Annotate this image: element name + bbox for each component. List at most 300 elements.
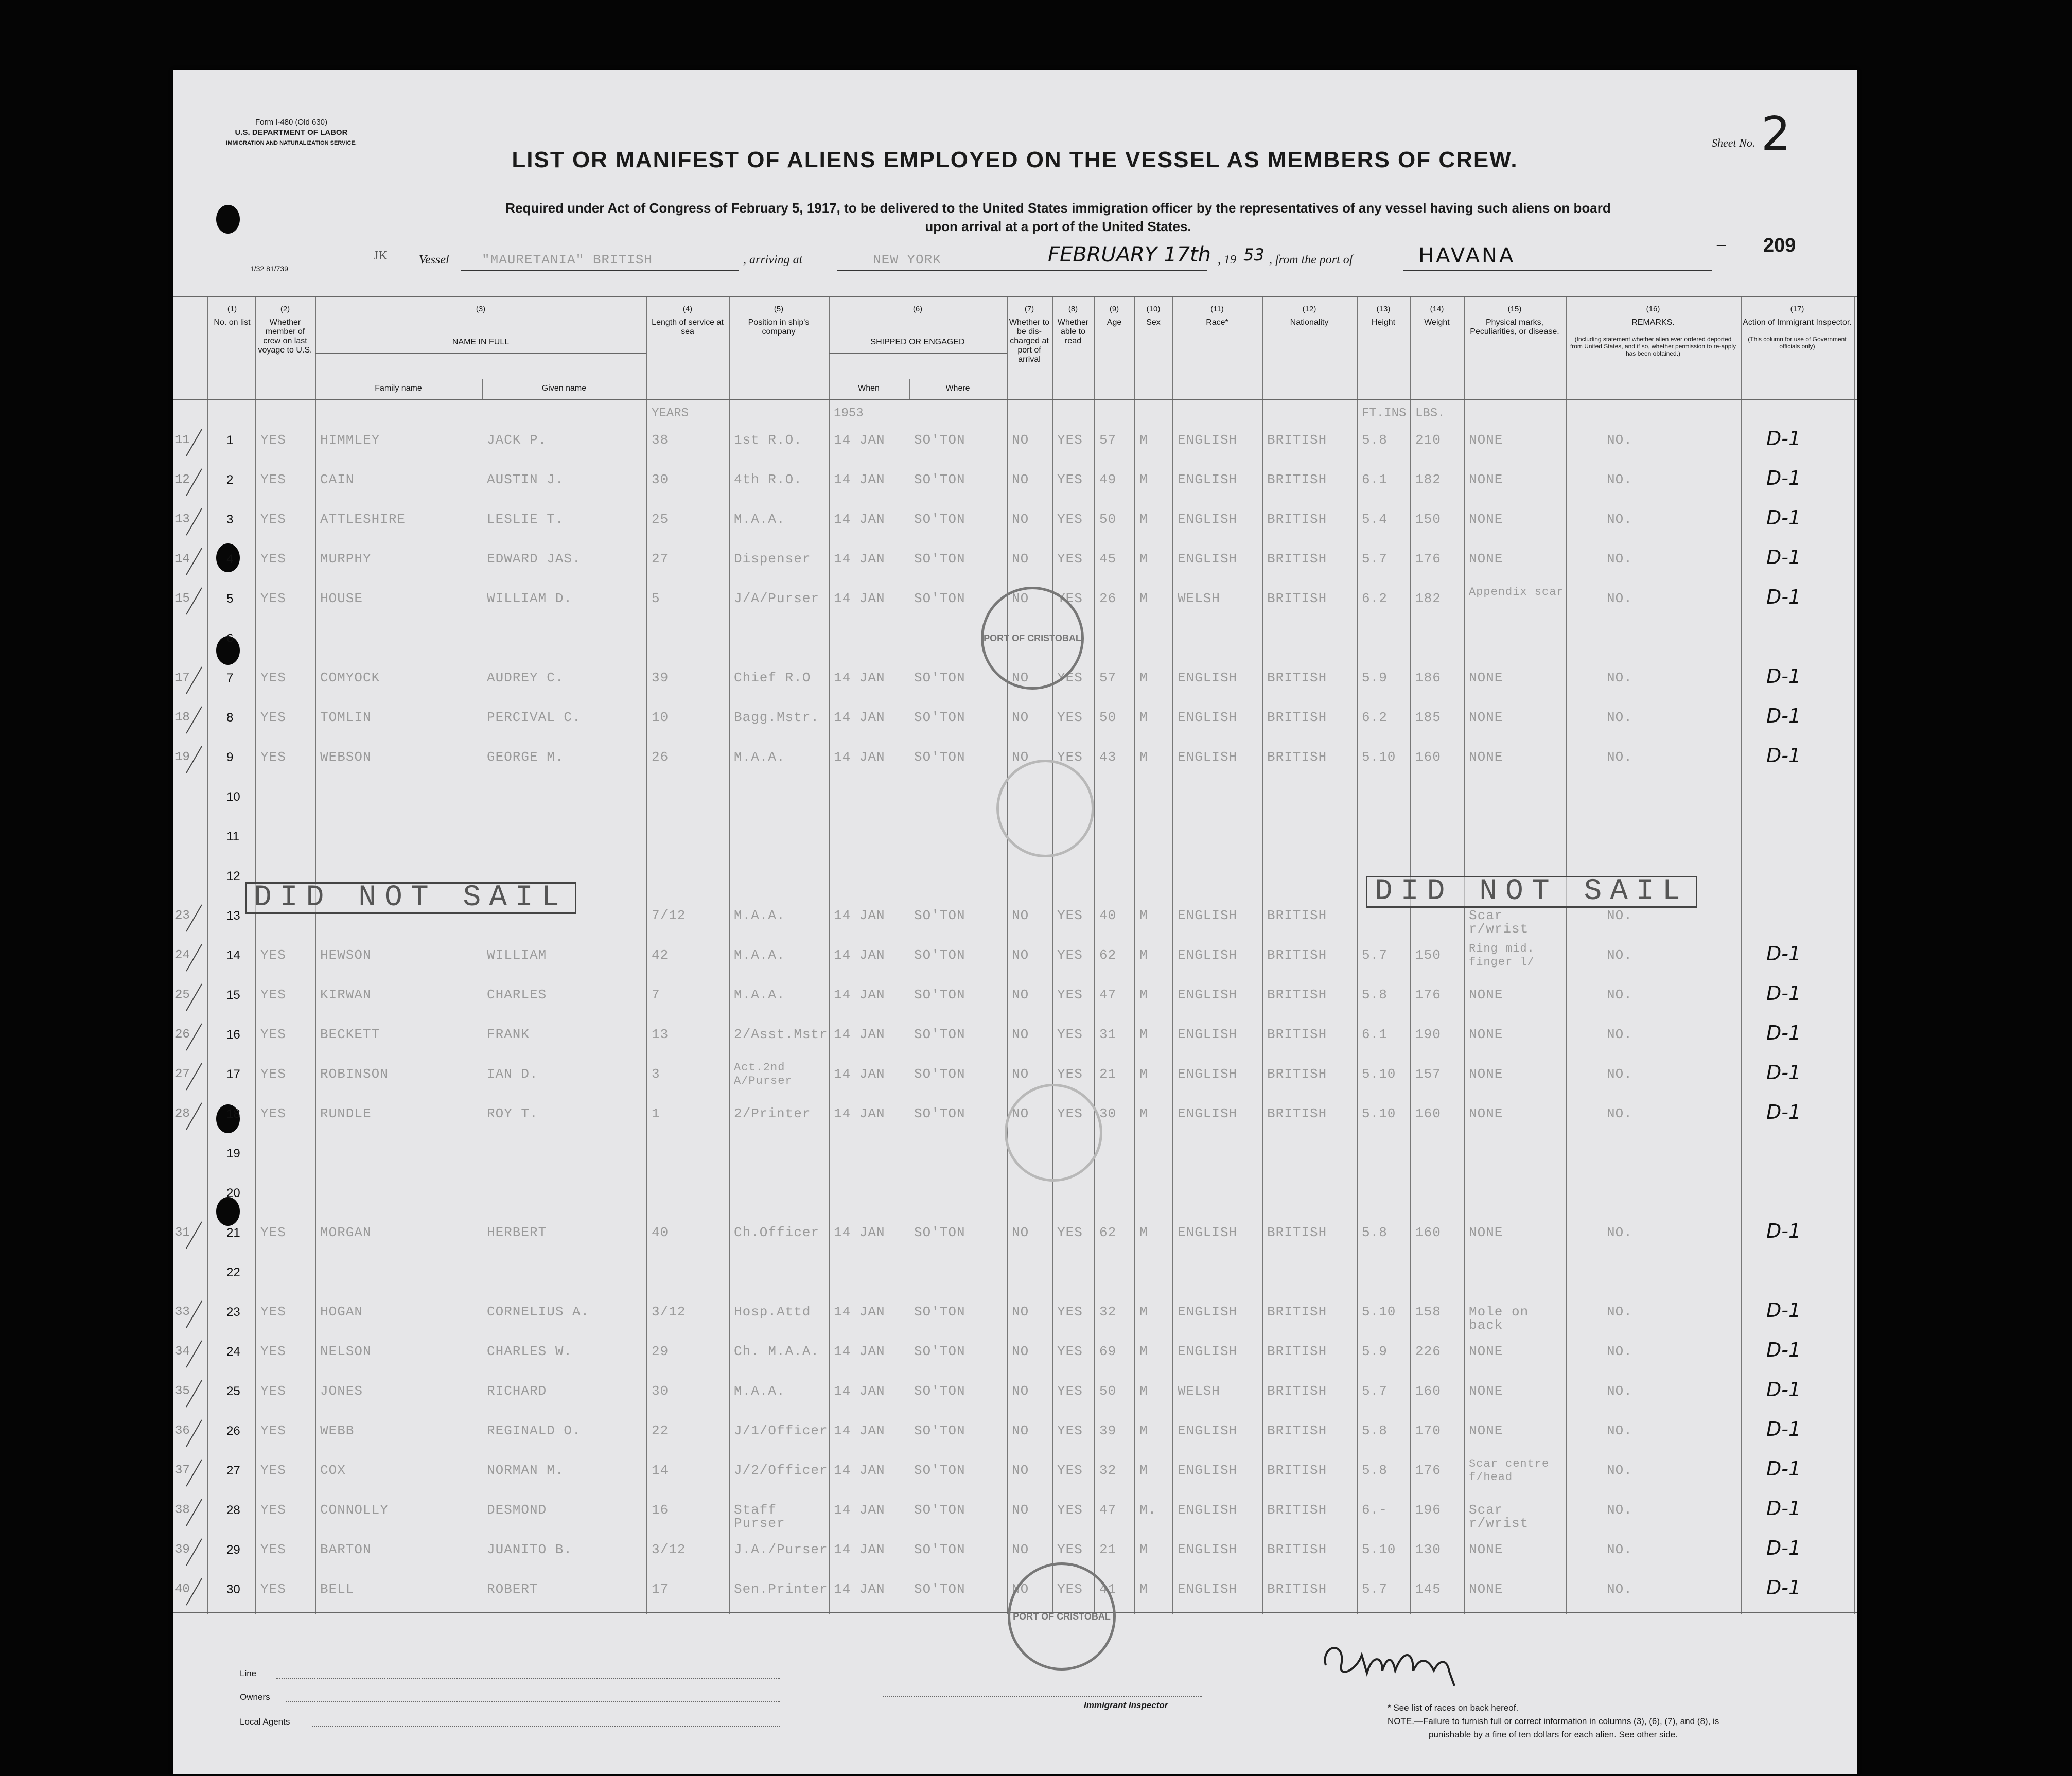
cell-service: 40	[652, 1225, 669, 1240]
cell-race: ENGLISH	[1178, 1344, 1238, 1359]
cell-marks: Scar r/wrist	[1469, 1502, 1529, 1531]
cell-when: 14 JAN	[834, 987, 885, 1003]
cell-age: 45	[1099, 551, 1117, 567]
cell-crew: YES	[260, 947, 286, 963]
cell-crew: YES	[260, 1066, 286, 1082]
cell-family: ATTLESHIRE	[320, 512, 406, 527]
cell-position: Bagg.Mstr.	[734, 710, 820, 725]
cell-weight: 176	[1415, 1463, 1441, 1478]
cell-family: WEBSON	[320, 749, 372, 765]
document-title: LIST OR MANIFEST OF ALIENS EMPLOYED ON THE VESSEL AS MEMBERS OF CREW.	[512, 147, 1518, 172]
cell-marks: NONE	[1469, 1027, 1503, 1042]
cell-age: 47	[1099, 987, 1117, 1003]
cell-family: MORGAN	[320, 1225, 372, 1240]
cell-family: MURPHY	[320, 551, 372, 567]
cell-where: SO'TON	[914, 1423, 965, 1438]
cell-crew: YES	[260, 472, 286, 487]
cell-weight: 190	[1415, 1027, 1441, 1042]
cell-weight: 158	[1415, 1304, 1441, 1320]
cell-sex: M	[1139, 551, 1148, 567]
cell-when: 14 JAN	[834, 670, 885, 685]
cell-family: COX	[320, 1463, 346, 1478]
row-number: 14	[226, 948, 240, 962]
manifest-sheet	[173, 70, 1857, 1774]
margin-number: 19	[175, 750, 190, 764]
cell-given: AUDREY C.	[487, 670, 564, 685]
cell-marks: Appendix scar	[1469, 586, 1564, 599]
cell-race: ENGLISH	[1178, 749, 1238, 765]
cell-where: SO'TON	[914, 1225, 965, 1240]
cell-nationality: BRITISH	[1267, 1383, 1327, 1399]
row-number: 13	[226, 909, 240, 923]
cell-weight: 145	[1415, 1581, 1441, 1597]
unit-label: FT.INS	[1362, 407, 1407, 420]
cell-race: ENGLISH	[1178, 472, 1238, 487]
cell-age: 21	[1099, 1066, 1117, 1082]
cell-when: 14 JAN	[834, 1027, 885, 1042]
cell-weight: 130	[1415, 1542, 1441, 1557]
row-number: 21	[226, 1226, 240, 1240]
cell-when: 14 JAN	[834, 908, 885, 923]
inspector-action: D-1	[1766, 744, 1801, 767]
cell-position: Act.2nd A/Purser	[734, 1061, 793, 1087]
cell-marks: NONE	[1469, 1225, 1503, 1240]
port-seal-stamp	[1008, 1562, 1116, 1671]
cell-sex: M	[1139, 1344, 1148, 1359]
cell-position: Sen.Printer	[734, 1581, 828, 1597]
column-header: Length of service at sea	[652, 318, 724, 336]
margin-number: 27	[175, 1067, 190, 1081]
cell-position: 2/Printer	[734, 1106, 811, 1121]
cell-given: AUSTIN J.	[487, 472, 564, 487]
cell-discharged: NO	[1012, 512, 1029, 527]
cell-weight: 150	[1415, 947, 1441, 963]
cell-read: YES	[1057, 432, 1083, 448]
cell-nationality: BRITISH	[1267, 1423, 1327, 1438]
cell-nationality: BRITISH	[1267, 432, 1327, 448]
cell-nationality: BRITISH	[1267, 987, 1327, 1003]
cell-given: GEORGE M.	[487, 749, 564, 765]
cell-weight: 160	[1415, 1225, 1441, 1240]
arriving-label: , arriving at	[743, 253, 803, 267]
column-header: Weight	[1424, 318, 1450, 327]
column-header: Nationality	[1290, 318, 1329, 327]
cell-crew: YES	[260, 1225, 286, 1240]
cell-position: J/A/Purser	[734, 591, 820, 606]
cell-discharged: NO	[1012, 1225, 1029, 1240]
margin-number: 25	[175, 988, 190, 1002]
cell-service: 38	[652, 432, 669, 448]
cell-race: ENGLISH	[1178, 1106, 1238, 1121]
cell-race: ENGLISH	[1178, 1066, 1238, 1082]
cell-height: 6.-	[1362, 1502, 1388, 1518]
cell-age: 57	[1099, 432, 1117, 448]
vessel-value: "MAURETANIA" BRITISH	[482, 252, 653, 268]
cell-where: SO'TON	[914, 512, 965, 527]
column-number: (3)	[476, 305, 486, 313]
port-seal-stamp	[996, 760, 1094, 857]
margin-number: 18	[175, 711, 190, 725]
cell-given: JUANITO B.	[487, 1542, 573, 1557]
inspector-action: D-1	[1766, 586, 1801, 608]
column-header: Sex	[1146, 318, 1161, 327]
cell-age: 57	[1099, 670, 1117, 685]
cell-height: 5.10	[1362, 1542, 1396, 1557]
cell-nationality: BRITISH	[1267, 512, 1327, 527]
row-number: 2	[226, 473, 234, 487]
sheet-number-value: 2	[1761, 107, 1791, 161]
cell-when: 14 JAN	[834, 749, 885, 765]
cell-given: CORNELIUS A.	[487, 1304, 590, 1320]
footnote	[1388, 1701, 1840, 1742]
header-rule	[173, 296, 1857, 297]
margin-number: 11	[175, 433, 190, 447]
cell-nationality: BRITISH	[1267, 1027, 1327, 1042]
cell-age: 30	[1099, 1106, 1117, 1121]
margin-number: 23	[175, 909, 190, 923]
cell-sex: M	[1139, 908, 1148, 923]
cell-remarks: NO.	[1607, 1106, 1632, 1121]
cell-position: M.A.A.	[734, 749, 785, 765]
row-number: 20	[226, 1186, 240, 1200]
cell-sex: M	[1139, 1304, 1148, 1320]
cell-when: 14 JAN	[834, 710, 885, 725]
inspector-action: D-1	[1766, 1378, 1801, 1401]
cell-family: BELL	[320, 1581, 355, 1597]
cell-sex: M	[1139, 432, 1148, 448]
cell-marks: NONE	[1469, 1423, 1503, 1438]
column-number: (16)	[1646, 305, 1660, 313]
cell-read: YES	[1057, 1304, 1083, 1320]
row-number: 18	[226, 1107, 240, 1121]
cell-read: YES	[1057, 472, 1083, 487]
cell-discharged: NO	[1012, 1463, 1029, 1478]
header-rule	[315, 353, 646, 354]
cell-sex: M	[1139, 710, 1148, 725]
cell-marks: NONE	[1469, 710, 1503, 725]
cell-weight: 160	[1415, 1106, 1441, 1121]
reference-code: 1/32 81/739	[250, 265, 288, 273]
dash-mark: –	[1717, 235, 1726, 254]
cell-family: CONNOLLY	[320, 1502, 389, 1518]
column-header: SHIPPED OR ENGAGED	[870, 338, 965, 346]
cell-read: YES	[1057, 1502, 1083, 1518]
cell-sex: M	[1139, 591, 1148, 606]
cell-age: 26	[1099, 591, 1117, 606]
cell-remarks: NO.	[1607, 1027, 1632, 1042]
row-number: 9	[226, 750, 234, 764]
row-number: 16	[226, 1028, 240, 1042]
cell-height: 5.7	[1362, 1383, 1388, 1399]
cell-remarks: NO.	[1607, 749, 1632, 765]
cell-service: 27	[652, 551, 669, 567]
cell-marks: NONE	[1469, 987, 1503, 1003]
cell-position: 2/Asst.Mstr	[734, 1027, 828, 1042]
cell-service: 39	[652, 670, 669, 685]
inspector-action: D-1	[1766, 942, 1801, 965]
inspector-action: D-1	[1766, 1576, 1801, 1599]
cell-when: 14 JAN	[834, 1106, 885, 1121]
cell-given: NORMAN M.	[487, 1463, 564, 1478]
cell-service: 5	[652, 591, 660, 606]
cell-remarks: NO.	[1607, 432, 1632, 448]
service-name: IMMIGRATION AND NATURALIZATION SERVICE.	[226, 140, 357, 146]
cell-height: 5.7	[1362, 551, 1388, 567]
cell-given: FRANK	[487, 1027, 530, 1042]
cell-remarks: NO.	[1607, 591, 1632, 606]
cell-when: 14 JAN	[834, 1304, 885, 1320]
row-number: 19	[226, 1147, 240, 1160]
cell-age: 32	[1099, 1304, 1117, 1320]
cell-height: 5.8	[1362, 1423, 1388, 1438]
cell-age: 50	[1099, 710, 1117, 725]
arrival-date: FEBRUARY 17th	[1048, 243, 1211, 267]
cell-family: WEBB	[320, 1423, 355, 1438]
cell-read: YES	[1057, 1106, 1083, 1121]
inspector-action: D-1	[1766, 1061, 1801, 1084]
cell-discharged: NO	[1012, 670, 1029, 685]
column-number: (15)	[1507, 305, 1522, 313]
cell-remarks: NO.	[1607, 1463, 1632, 1478]
cell-where: SO'TON	[914, 1383, 965, 1399]
cell-given: WILLIAM D.	[487, 591, 573, 606]
initials: JK	[374, 249, 388, 262]
cell-weight: 176	[1415, 987, 1441, 1003]
cell-race: ENGLISH	[1178, 512, 1238, 527]
cell-race: ENGLISH	[1178, 1027, 1238, 1042]
cell-given: CHARLES	[487, 987, 547, 1003]
owners-label: Owners	[240, 1692, 270, 1702]
column-subheader: Given name	[541, 384, 587, 393]
cell-given: CHARLES W.	[487, 1344, 573, 1359]
cell-family: CAIN	[320, 472, 355, 487]
cell-where: SO'TON	[914, 1304, 965, 1320]
column-header: No. on list	[214, 318, 251, 327]
cell-crew: YES	[260, 1502, 286, 1518]
column-subheader: Family name	[375, 384, 422, 393]
cell-marks: NONE	[1469, 551, 1503, 567]
cell-read: YES	[1057, 512, 1083, 527]
cell-family: BARTON	[320, 1542, 372, 1557]
port-seal-stamp	[981, 587, 1084, 690]
row-number: 4	[226, 552, 234, 566]
cell-given: JACK P.	[487, 432, 547, 448]
column-header: Whether to be dis-charged at port of arrival	[1009, 318, 1050, 364]
cell-age: 31	[1099, 1027, 1117, 1042]
cell-where: SO'TON	[914, 1542, 965, 1557]
cell-family: COMYOCK	[320, 670, 380, 685]
cell-read: YES	[1057, 670, 1083, 685]
subtitle-line: Required under Act of Congress of February 5, 1917, to be delivered to the United States immigration officer by the representatives of any vessel having such aliens on board	[505, 200, 1611, 216]
cell-where: SO'TON	[914, 947, 965, 963]
cell-marks: NONE	[1469, 670, 1503, 685]
cell-sex: M	[1139, 987, 1148, 1003]
cell-remarks: NO.	[1607, 1304, 1632, 1320]
cell-crew: YES	[260, 1542, 286, 1557]
cell-age: 47	[1099, 1502, 1117, 1518]
column-number: (12)	[1302, 305, 1316, 313]
cell-when: 14 JAN	[834, 591, 885, 606]
cell-discharged: NO	[1012, 1423, 1029, 1438]
inspector-action: D-1	[1766, 1418, 1801, 1440]
cell-race: WELSH	[1178, 591, 1221, 606]
cell-weight: 210	[1415, 432, 1441, 448]
column-number: (7)	[1024, 305, 1034, 313]
cell-given: IAN D.	[487, 1066, 538, 1082]
cell-read: YES	[1057, 908, 1083, 923]
cell-position: M.A.A.	[734, 987, 785, 1003]
column-header: Whether member of crew on last voyage to U.S.	[258, 318, 312, 355]
did-not-sail-stamp: DID NOT SAIL	[1366, 876, 1697, 908]
cell-read: YES	[1057, 1344, 1083, 1359]
cell-race: ENGLISH	[1178, 710, 1238, 725]
cell-where: SO'TON	[914, 1066, 965, 1082]
cell-marks: NONE	[1469, 749, 1503, 765]
cell-nationality: BRITISH	[1267, 1542, 1327, 1557]
cell-height: 6.1	[1362, 1027, 1388, 1042]
inspector-action: D-1	[1766, 467, 1801, 489]
cell-height: 5.10	[1362, 749, 1396, 765]
cell-where: SO'TON	[914, 591, 965, 606]
margin-number: 33	[175, 1305, 190, 1319]
cell-marks: Mole on back	[1469, 1304, 1529, 1333]
margin-number: 15	[175, 592, 190, 606]
form-identifier	[224, 117, 358, 148]
cell-race: ENGLISH	[1178, 670, 1238, 685]
form-number: Form I-480 (Old 630)	[255, 118, 328, 127]
cell-height: 5.8	[1362, 1463, 1388, 1478]
cell-read: YES	[1057, 1225, 1083, 1240]
cell-read: YES	[1057, 710, 1083, 725]
cell-given: DESMOND	[487, 1502, 547, 1518]
inspector-signature	[1315, 1634, 1480, 1691]
header-rule	[829, 353, 1007, 354]
inspector-action: D-1	[1766, 1339, 1801, 1361]
cell-race: ENGLISH	[1178, 1423, 1238, 1438]
cell-race: ENGLISH	[1178, 432, 1238, 448]
column-number: (1)	[227, 305, 237, 313]
cell-race: ENGLISH	[1178, 1502, 1238, 1518]
cell-sex: M	[1139, 1463, 1148, 1478]
cell-when: 14 JAN	[834, 1423, 885, 1438]
cell-where: SO'TON	[914, 1106, 965, 1121]
column-number: (8)	[1068, 305, 1078, 313]
header-rule	[173, 399, 1857, 400]
cell-nationality: BRITISH	[1267, 1106, 1327, 1121]
cell-where: SO'TON	[914, 551, 965, 567]
cell-when: 14 JAN	[834, 1463, 885, 1478]
cell-weight: 185	[1415, 710, 1441, 725]
cell-position: M.A.A.	[734, 1383, 785, 1399]
column-number: (5)	[774, 305, 784, 313]
inspector-action: D-1	[1766, 1022, 1801, 1044]
cell-race: ENGLISH	[1178, 1463, 1238, 1478]
cell-position: M.A.A.	[734, 512, 785, 527]
cell-given: REGINALD O.	[487, 1423, 581, 1438]
cell-nationality: BRITISH	[1267, 1463, 1327, 1478]
cell-weight: 226	[1415, 1344, 1441, 1359]
cell-position: J/1/Officer	[734, 1423, 828, 1438]
cell-marks: NONE	[1469, 1542, 1503, 1557]
cell-age: 50	[1099, 1383, 1117, 1399]
margin-number: 24	[175, 948, 190, 962]
margin-number: 40	[175, 1582, 190, 1596]
inspector-action: D-1	[1766, 1299, 1801, 1322]
cell-read: YES	[1057, 987, 1083, 1003]
row-number: 22	[226, 1265, 240, 1279]
column-number: (9)	[1109, 305, 1119, 313]
column-number: (2)	[280, 305, 290, 313]
cell-weight: 160	[1415, 749, 1441, 765]
cell-position: J/2/Officer	[734, 1463, 828, 1478]
cell-weight: 196	[1415, 1502, 1441, 1518]
penalty-note: NOTE.—Failure to furnish full or correct information in columns (3), (6), (7), and (8), is	[1388, 1716, 1719, 1726]
row-number: 30	[226, 1582, 240, 1596]
cell-age: 62	[1099, 947, 1117, 963]
cell-discharged: NO	[1012, 1502, 1029, 1518]
cell-weight: 182	[1415, 591, 1441, 606]
cell-position: M.A.A.	[734, 947, 785, 963]
from-label: , from the port of	[1269, 253, 1353, 267]
cell-given: LESLIE T.	[487, 512, 564, 527]
cell-where: SO'TON	[914, 710, 965, 725]
cell-height: 5.10	[1362, 1106, 1396, 1121]
cell-remarks: NO.	[1607, 1581, 1632, 1597]
column-number: (10)	[1146, 305, 1161, 313]
cell-nationality: BRITISH	[1267, 472, 1327, 487]
cell-when: 14 JAN	[834, 1344, 885, 1359]
cell-service: 42	[652, 947, 669, 963]
column-header: Height	[1371, 318, 1396, 327]
cell-age: 41	[1099, 1581, 1117, 1597]
cell-remarks: NO.	[1607, 1066, 1632, 1082]
year-value: 53	[1243, 245, 1265, 265]
column-header-note: (This column for use of Government officials only)	[1748, 336, 1847, 350]
cell-nationality: BRITISH	[1267, 947, 1327, 963]
cell-marks: NONE	[1469, 1581, 1503, 1597]
cell-where: SO'TON	[914, 1581, 965, 1597]
cell-discharged: NO	[1012, 551, 1029, 567]
cell-position: Staff Purser	[734, 1502, 785, 1531]
year-prefix: , 19	[1218, 253, 1236, 267]
column-subheader: When	[858, 384, 880, 393]
cell-remarks: NO.	[1607, 1225, 1632, 1240]
column-header: Action of Immigrant Inspector.	[1743, 318, 1852, 327]
cell-position: Chief R.O	[734, 670, 811, 685]
cell-sex: M	[1139, 1106, 1148, 1121]
cell-sex: M	[1139, 1066, 1148, 1082]
inspector-action: D-1	[1766, 1220, 1801, 1242]
department-name: U.S. DEPARTMENT OF LABOR	[235, 128, 348, 137]
cell-read: YES	[1057, 1383, 1083, 1399]
cell-age: 69	[1099, 1344, 1117, 1359]
cell-when: 14 JAN	[834, 512, 885, 527]
cell-discharged: NO	[1012, 1027, 1029, 1042]
cell-nationality: BRITISH	[1267, 670, 1327, 685]
cell-given: RICHARD	[487, 1383, 547, 1399]
cell-where: SO'TON	[914, 749, 965, 765]
cell-given: HERBERT	[487, 1225, 547, 1240]
column-number: (14)	[1430, 305, 1444, 313]
cell-family: BECKETT	[320, 1027, 380, 1042]
cell-family: HIMMLEY	[320, 432, 380, 448]
margin-number: 34	[175, 1345, 190, 1359]
row-number: 6	[226, 631, 234, 645]
inspector-action: D-1	[1766, 1537, 1801, 1559]
cell-discharged: NO	[1012, 987, 1029, 1003]
cell-service: 26	[652, 749, 669, 765]
cell-sex: M	[1139, 1383, 1148, 1399]
